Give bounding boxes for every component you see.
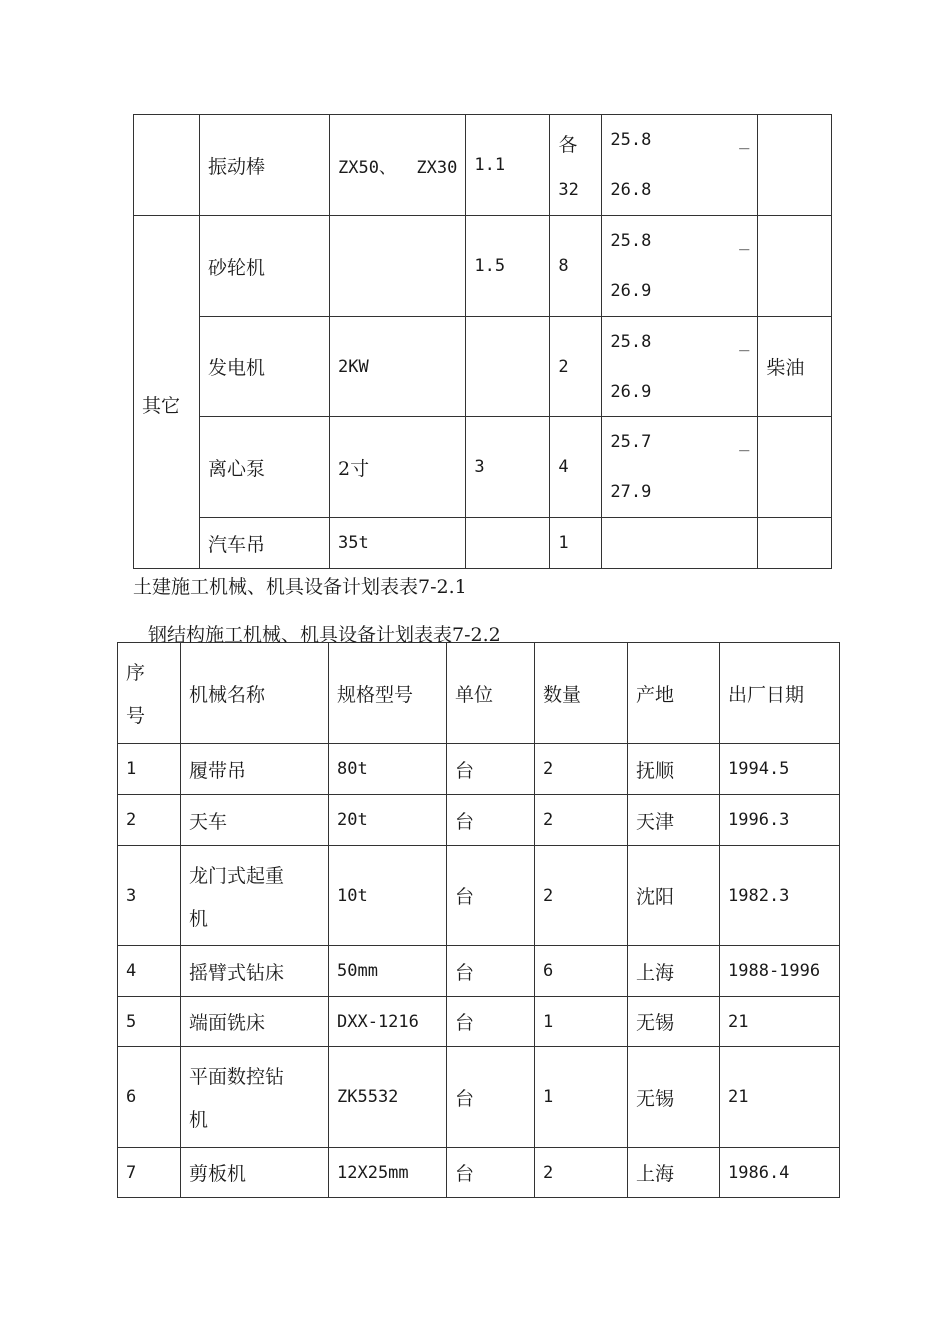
spec-cell: 35t xyxy=(330,518,466,569)
name-bottom: 机 xyxy=(189,1109,209,1131)
date-cell: 1988-1996 xyxy=(720,946,840,997)
name-cell: 摇臂式钻床 xyxy=(181,946,329,997)
table-row xyxy=(118,846,840,946)
date-to: 26.8 xyxy=(610,180,652,200)
power-cell: 1.5 xyxy=(466,216,550,317)
note-cell xyxy=(758,518,832,569)
spec-cell: ZK5532 xyxy=(329,1047,447,1148)
table-row xyxy=(118,744,840,795)
spec-cell: DXX-1216 xyxy=(329,997,447,1047)
date-cell xyxy=(602,216,758,317)
spec-cell: 80t xyxy=(329,744,447,795)
date-to: 27.9 xyxy=(610,482,652,502)
table-row xyxy=(118,1148,840,1198)
date-cell: 1994.5 xyxy=(720,744,840,795)
name-top: 平面数控钻 xyxy=(189,1066,285,1088)
qty-cell: 6 xyxy=(535,946,628,997)
qty-cell: 2 xyxy=(535,744,628,795)
date-cell: 1996.3 xyxy=(720,795,840,846)
unit-cell: 台 xyxy=(447,846,535,946)
qty-cell: 1 xyxy=(535,1047,628,1148)
unit-cell: 台 xyxy=(447,795,535,846)
spec-cell: 20t xyxy=(329,795,447,846)
spec-cell: 2寸 xyxy=(330,417,466,518)
machine-name-cell: 发电机 xyxy=(200,317,330,417)
qty-cell: 4 xyxy=(550,417,602,518)
name-bottom: 机 xyxy=(189,907,209,930)
spec-cell xyxy=(330,216,466,317)
unit-cell: 台 xyxy=(447,744,535,795)
unit-cell: 台 xyxy=(447,946,535,997)
group-cell xyxy=(134,115,200,216)
no-cell: 3 xyxy=(118,846,181,946)
header-no-bottom: 号 xyxy=(126,705,146,727)
date-cell xyxy=(602,317,758,417)
no-cell: 4 xyxy=(118,946,181,997)
name-cell: 履带吊 xyxy=(181,744,329,795)
date-cell: 21 xyxy=(720,1047,840,1148)
date-cell xyxy=(602,518,758,569)
no-cell: 5 xyxy=(118,997,181,1047)
qty-top: 各 xyxy=(558,134,578,156)
origin-cell: 抚顺 xyxy=(628,744,720,795)
dash-mark: _ xyxy=(739,432,750,452)
no-cell: 2 xyxy=(118,795,181,846)
table-row xyxy=(118,795,840,846)
header-date: 出厂日期 xyxy=(720,643,840,744)
table-row xyxy=(118,946,840,997)
date-cell: 1982.3 xyxy=(720,846,840,946)
name-cell: 端面铣床 xyxy=(181,997,329,1047)
table-caption-steel: 钢结构施工机械、机具设备计划表表7-2.2 xyxy=(148,624,501,646)
equipment-table-civil xyxy=(133,114,832,569)
qty-cell: 1 xyxy=(550,518,602,569)
date-from: 25.8 xyxy=(610,231,652,251)
origin-cell: 无锡 xyxy=(628,1047,720,1148)
table-row xyxy=(134,216,832,317)
table-row xyxy=(118,997,840,1047)
date-from: 25.8 xyxy=(610,331,652,352)
no-cell: 7 xyxy=(118,1148,181,1198)
qty-cell: 1 xyxy=(535,997,628,1047)
qty-cell xyxy=(550,115,602,216)
dash-mark: _ xyxy=(739,331,750,352)
name-cell: 天车 xyxy=(181,795,329,846)
origin-cell: 天津 xyxy=(628,795,720,846)
header-name: 机械名称 xyxy=(181,643,329,744)
header-qty: 数量 xyxy=(535,643,628,744)
note-cell xyxy=(758,216,832,317)
power-cell: 1.1 xyxy=(466,115,550,216)
qty-cell: 8 xyxy=(550,216,602,317)
power-cell xyxy=(466,317,550,417)
table-row xyxy=(134,518,832,569)
origin-cell: 无锡 xyxy=(628,997,720,1047)
table-header-row xyxy=(118,643,840,744)
spec-cell: 10t xyxy=(329,846,447,946)
date-to: 26.9 xyxy=(610,281,652,301)
name-top: 龙门式起重 xyxy=(189,864,285,887)
origin-cell: 沈阳 xyxy=(628,846,720,946)
dash-mark: _ xyxy=(739,130,750,150)
power-cell xyxy=(466,518,550,569)
date-from: 25.7 xyxy=(610,432,652,452)
date-cell: 1986.4 xyxy=(720,1148,840,1198)
table-row xyxy=(134,115,832,216)
equipment-table-steel xyxy=(117,642,840,1198)
no-cell: 6 xyxy=(118,1047,181,1148)
origin-cell: 上海 xyxy=(628,946,720,997)
name-cell xyxy=(181,846,329,946)
qty-cell: 2 xyxy=(535,846,628,946)
unit-cell: 台 xyxy=(447,997,535,1047)
machine-name-cell: 振动棒 xyxy=(200,115,330,216)
origin-cell: 上海 xyxy=(628,1148,720,1198)
table-row xyxy=(118,1047,840,1148)
group-cell-other: 其它 xyxy=(134,216,200,569)
name-cell: 剪板机 xyxy=(181,1148,329,1198)
dash-mark: _ xyxy=(739,231,750,251)
date-cell xyxy=(602,417,758,518)
header-origin: 产地 xyxy=(628,643,720,744)
header-spec: 规格型号 xyxy=(329,643,447,744)
spec-cell: ZX50、 ZX30 xyxy=(330,115,466,216)
machine-name-cell: 砂轮机 xyxy=(200,216,330,317)
date-cell: 21 xyxy=(720,997,840,1047)
table-row xyxy=(134,417,832,518)
date-cell xyxy=(602,115,758,216)
qty-bottom: 32 xyxy=(558,180,579,200)
unit-cell: 台 xyxy=(447,1047,535,1148)
date-to: 26.9 xyxy=(610,381,652,402)
date-from: 25.8 xyxy=(610,130,652,150)
name-cell xyxy=(181,1047,329,1148)
machine-name-cell: 汽车吊 xyxy=(200,518,330,569)
machine-name-cell: 离心泵 xyxy=(200,417,330,518)
spec-cell: 50mm xyxy=(329,946,447,997)
qty-cell: 2 xyxy=(535,1148,628,1198)
note-cell: 柴油 xyxy=(758,317,832,417)
spec-cell: 12X25mm xyxy=(329,1148,447,1198)
spec-cell: 2KW xyxy=(330,317,466,417)
header-no-top: 序 xyxy=(126,662,146,684)
table-row xyxy=(134,317,832,417)
power-cell: 3 xyxy=(466,417,550,518)
qty-cell: 2 xyxy=(550,317,602,417)
qty-cell: 2 xyxy=(535,795,628,846)
note-cell xyxy=(758,417,832,518)
header-unit: 单位 xyxy=(447,643,535,744)
table-caption-civil: 土建施工机械、机具设备计划表表7-2.1 xyxy=(133,576,467,598)
header-no xyxy=(118,643,181,744)
note-cell xyxy=(758,115,832,216)
unit-cell: 台 xyxy=(447,1148,535,1198)
no-cell: 1 xyxy=(118,744,181,795)
